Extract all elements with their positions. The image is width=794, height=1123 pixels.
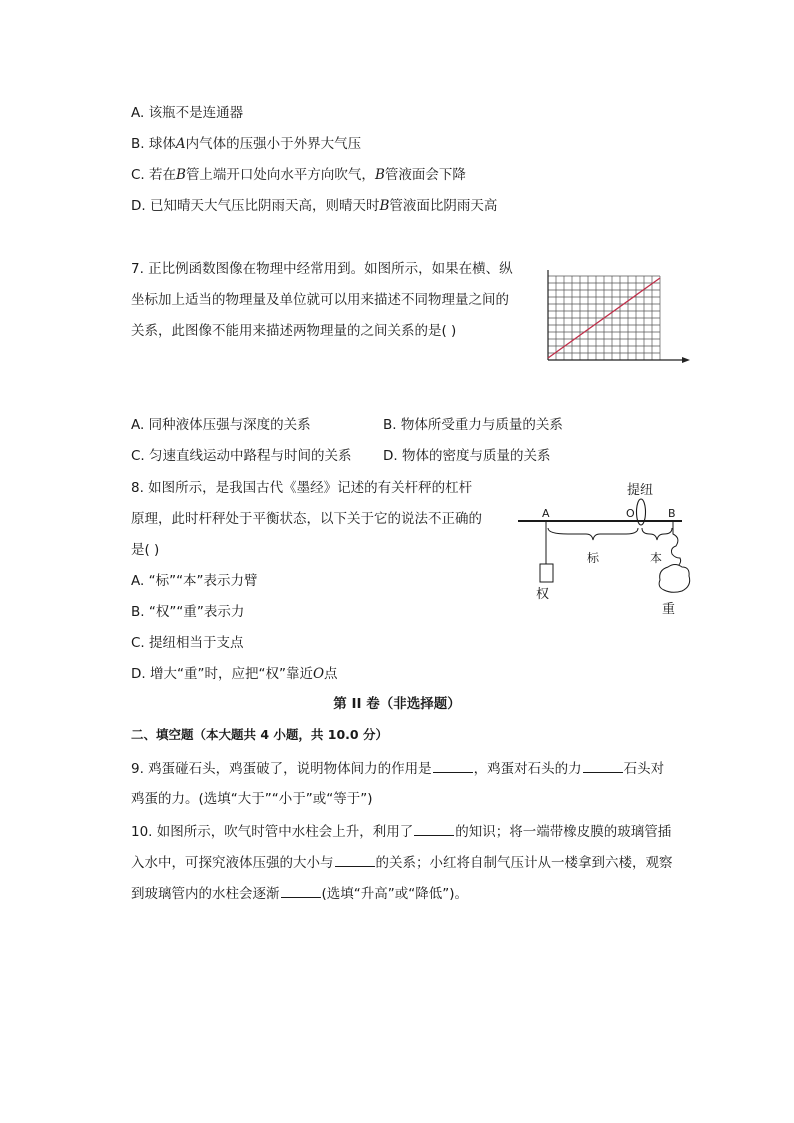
q8-stem-line2: 原理，此时杆秤处于平衡状态，以下关于它的说法不正确的 [131, 511, 482, 527]
q9-blank-1[interactable] [433, 758, 473, 773]
q10-line1: 10. 如图所示，吹气时管中水柱会上升，利用了 的知识；将一端带橡皮膜的玻璃管插 [131, 821, 671, 842]
q8-option-a: A. “标”“本”表示力臂 [131, 573, 258, 589]
label-tizhu: 提纽 [627, 483, 654, 498]
counterweight-quan [540, 564, 553, 582]
part2-title: 第 II 卷（非选择题） [333, 696, 461, 712]
q8-stem-line3: 是( ) [131, 542, 160, 558]
q7-option-b: B. 物体所受重力与质量的关系 [383, 417, 563, 433]
label-quan: 权 [536, 587, 550, 602]
q10-blank-2[interactable] [335, 852, 375, 867]
label-biao: 标 [587, 551, 600, 565]
q8-stem-line1: 8. 如图所示，是我国古代《墨经》记述的有关杆秤的杠杆 [131, 480, 473, 496]
q8-option-b: B. “权”“重”表示力 [131, 604, 245, 620]
label-zhong: 重 [662, 602, 676, 617]
label-point-b: B [668, 507, 676, 520]
q7-option-a: A. 同种液体压强与深度的关系 [131, 417, 311, 433]
q6-option-d: D. 已知晴天大气压比阴雨天高，则晴天时B管液面比阴雨天高 [131, 198, 498, 214]
weight-zhong [659, 565, 690, 593]
q10-line3: 到玻璃管内的水柱会逐渐 (选填“升高”或“降低”)。 [131, 883, 468, 904]
label-point-o: O [626, 507, 635, 520]
steelyard-diagram [512, 476, 702, 621]
q7-option-c: C. 匀速直线运动中路程与时间的关系 [131, 448, 352, 464]
q10-blank-3[interactable] [281, 883, 321, 898]
q8-option-c: C. 提纽相当于支点 [131, 635, 244, 651]
label-ben: 本 [650, 551, 663, 565]
label-point-a: A [542, 507, 550, 520]
brace-ben [642, 528, 672, 540]
q10-line2: 入水中，可探究液体压强的大小与 的关系；小红将自制气压计从一楼拿到六楼，观察 [131, 852, 673, 873]
q10-blank-1[interactable] [414, 821, 454, 836]
section-fill-in-title: 二、填空题（本大题共 4 小题，共 10.0 分） [131, 727, 388, 742]
q7-stem-line3: 关系，此图像不能用来描述两物理量的之间关系的是( ) [131, 323, 457, 339]
brace-biao [548, 528, 638, 540]
q7-stem-line2: 坐标加上适当的物理量及单位就可以用来描述不同物理量之间的 [131, 292, 509, 308]
q8-option-d: D. 增大“重”时，应把“权”靠近O点 [131, 666, 338, 682]
q6-option-c: C. 若在B管上端开口处向水平方向吹气，B管液面会下降 [131, 167, 466, 183]
q9-line2: 鸡蛋的力。(选填“大于”“小于”或“等于”) [131, 791, 373, 807]
proportional-graph [540, 268, 696, 368]
q7-option-d: D. 物体的密度与质量的关系 [383, 448, 551, 464]
q6-option-a: A. 该瓶不是连通器 [131, 105, 244, 121]
q6-option-b: B. 球体A内气体的压强小于外界大气压 [131, 136, 362, 152]
q9-blank-2[interactable] [583, 758, 623, 773]
q9-line1: 9. 鸡蛋碰石头，鸡蛋破了，说明物体间力的作用是 ，鸡蛋对石头的力 石头对 [131, 758, 664, 779]
q7-stem-line1: 7. 正比例函数图像在物理中经常用到。如图所示，如果在横、纵 [131, 261, 513, 277]
